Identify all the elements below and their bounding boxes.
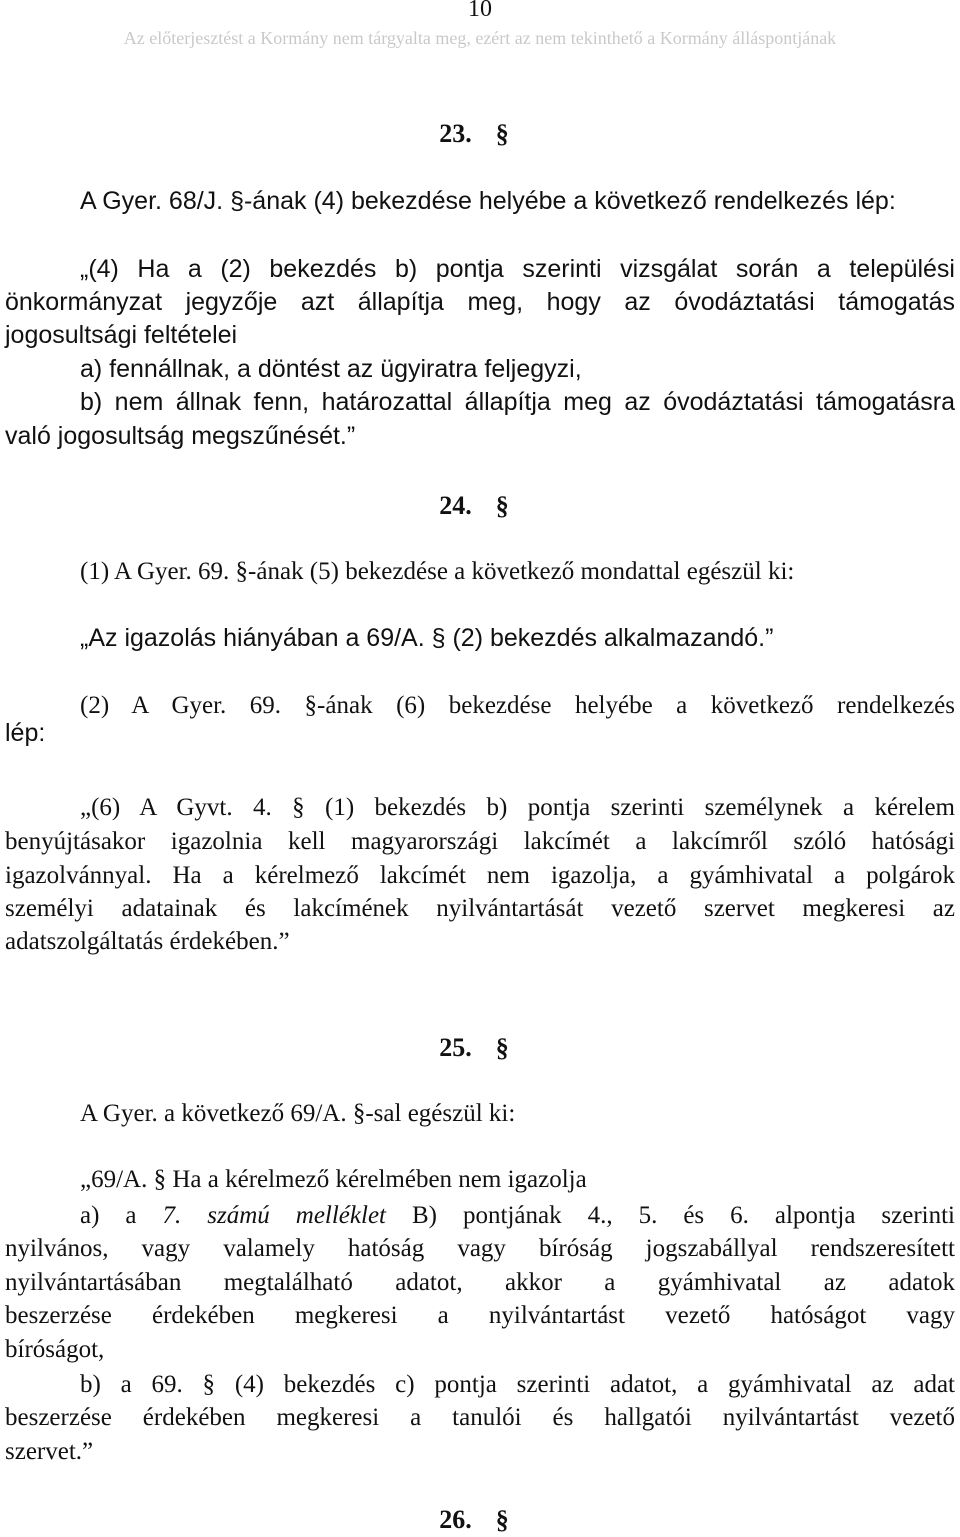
section-24-number: 24. — [439, 491, 472, 520]
s25-point-a-line-1 — [80, 1200, 955, 1232]
s25-intro: A Gyer. a következő 69/A. §-sal egészül ki: — [80, 1100, 516, 1127]
section-sign: § — [495, 1505, 509, 1534]
s24-quote-2-line-1: „(6) A Gyvt. 4. § (1) bekezdés b) pontja szerinti személynek a kérelem — [80, 794, 955, 821]
s25-point-b-line-1: b) a 69. § (4) bekezdés c) pontja szerinti adatot, a gyámhivatal az adat — [80, 1371, 955, 1398]
s25-point-a-line-4: beszerzése érdekében megkeresi a nyilvántartást vezető hatóságot vagy — [5, 1302, 955, 1329]
section-25-number: 25. — [439, 1033, 472, 1062]
s25-point-a-line-3: nyilvántartásában megtalálható adatot, akkor a gyámhivatal az adatok — [5, 1269, 955, 1296]
s23-quote-line-3: jogosultsági feltételei — [5, 321, 238, 349]
s24-paragraph-1: (1) A Gyer. 69. §-ának (5) bekezdése a következő mondattal egészül ki: — [80, 558, 795, 585]
section-sign: § — [495, 119, 509, 148]
section-23-number: 23. — [439, 119, 472, 148]
section-24-heading — [0, 490, 960, 522]
s25-point-a-rest: B) pontjának 4., 5. és 6. alpontja szerinti — [412, 1202, 955, 1229]
section-25-heading — [0, 1032, 960, 1064]
s25-quote-line-1: „69/A. § Ha a kérelmező kérelmében nem igazolja — [80, 1166, 587, 1193]
s24-quote-2-line-2: benyújtásakor igazolnia kell magyarországi lakcímét a lakcímről szóló hatósági — [5, 828, 955, 855]
section-26-number: 26. — [439, 1505, 472, 1534]
s23-point-b-line-1: b) nem állnak fenn, határozattal állapítja meg az óvodáztatási támogatásra — [80, 388, 955, 416]
s23-point-a: a) fennállnak, a döntést az ügyiratra feljegyzi, — [80, 355, 582, 383]
s25-point-b-line-3: szervet.” — [5, 1438, 94, 1465]
s23-point-b-line-2: való jogosultság megszűnését.” — [5, 422, 356, 450]
s25-point-a-line-2: nyilvános, vagy valamely hatóság vagy bíróság jogszabállyal rendszeresített — [5, 1235, 955, 1262]
s23-quote-line-2: önkormányzat jegyzője azt állapítja meg, hogy az óvodáztatási támogatás — [5, 288, 955, 316]
watermark-disclaimer: Az előterjesztést a Kormány nem tárgyalta meg, ezért az nem tekinthető a Kormány álláspontjának — [123, 28, 837, 48]
s25-point-a-prefix: a) a — [80, 1202, 137, 1229]
s23-quote-line-1: „(4) Ha a (2) bekezdés b) pontja szerinti vizsgálat során a települési — [80, 255, 955, 283]
section-26-heading — [0, 1504, 960, 1536]
s25-annex-reference: 7. számú melléklet — [162, 1202, 386, 1229]
section-23-intro: A Gyer. 68/J. §-ának (4) bekezdése helyébe a következő rendelkezés lép: — [80, 187, 896, 215]
section-23-heading — [0, 118, 960, 150]
s25-point-b-line-2: beszerzése érdekében megkeresi a tanulói és hallgatói nyilvántartást vezető — [5, 1404, 955, 1431]
section-sign: § — [495, 491, 509, 520]
s24-quote-1: „Az igazolás hiányában a 69/A. § (2) bekezdés alkalmazandó.” — [80, 624, 774, 652]
s24-paragraph-2-tail: lép: — [5, 719, 46, 747]
s24-paragraph-2: (2) A Gyer. 69. §-ának (6) bekezdése helyébe a következő rendelkezés — [80, 692, 955, 719]
section-sign: § — [495, 1033, 509, 1062]
s24-quote-2-line-4: személyi adatainak és lakcímének nyilvántartását vezető szervet megkeresi az — [5, 895, 955, 922]
page-number: 10 — [468, 0, 492, 22]
s25-point-a-line-5: bíróságot, — [5, 1336, 105, 1363]
s24-quote-2-line-3: igazolvánnyal. Ha a kérelmező lakcímét nem igazolja, a gyámhivatal a polgárok — [5, 862, 955, 889]
s24-quote-2-line-5: adatszolgáltatás érdekében.” — [5, 928, 290, 955]
